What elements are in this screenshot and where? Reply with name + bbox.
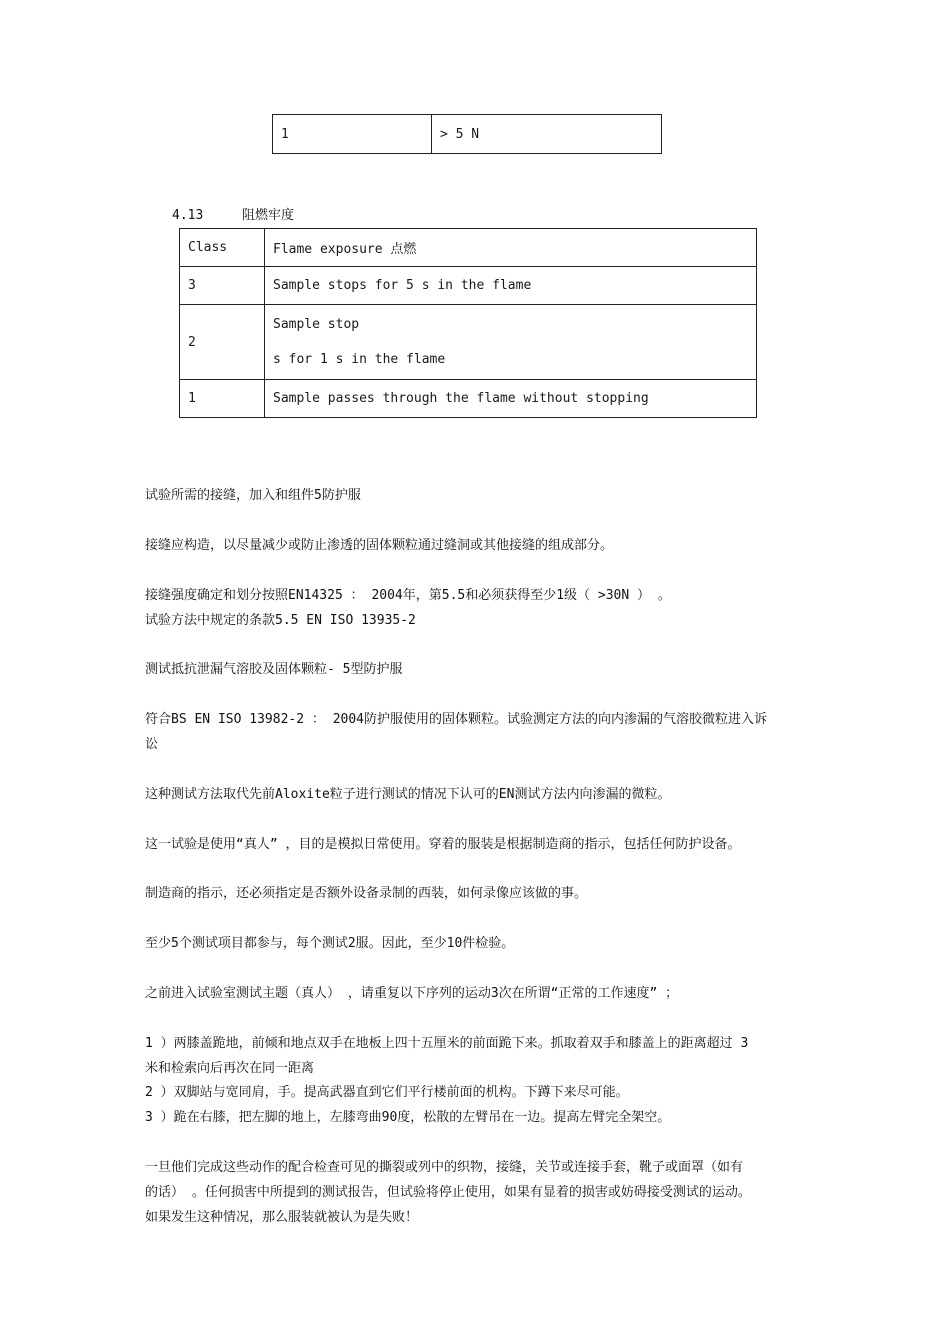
table-row: [180, 305, 757, 380]
exposure-cell: Sample stops for 5 s in the flame: [265, 267, 757, 305]
list-item: 1 ）两膝盖跪地，前倾和地点双手在地板上四十五厘米的前面跪下来。抓取着双手和膝盖上的距离超过 3: [145, 1036, 749, 1051]
paragraph: 如果发生这种情况，那么服装就被认为是失败！: [145, 1210, 419, 1225]
class-cell: 1: [180, 380, 265, 418]
class-cell: 3: [180, 267, 265, 305]
header-class: Class: [180, 229, 265, 267]
paragraph: 之前进入试验室测试主题（真人） ，请重复以下序列的运动3次在所谓“正常的工作速度” ；: [145, 986, 679, 1001]
seam-strength-table: [272, 114, 662, 154]
section-number: 4.13: [172, 208, 204, 223]
table-row: [180, 267, 757, 305]
table-row: [273, 115, 662, 154]
paragraph: 符合BS EN ISO 13982-2 ： 2004防护服使用的固体颗粒。试验测定方法的向内渗漏的气溶胶微粒进入诉: [145, 712, 768, 727]
table-header-row: [180, 229, 757, 267]
paragraph: 试验方法中规定的条款5.5 EN ISO 13935-2: [145, 613, 416, 628]
table-row: [180, 380, 757, 418]
exposure-cell: [265, 305, 757, 380]
paragraph: 制造商的指示，还必须指定是否额外设备录制的西装，如何录像应该做的事。: [145, 886, 588, 901]
list-item: 2 ）双脚站与宽同肩，手。提高武器直到它们平行楼前面的机构。下蹲下来尽可能。: [145, 1085, 629, 1100]
paragraph: 一旦他们完成这些动作的配合检查可见的撕裂或列中的织物，接缝，关节或连接手套，靴子或面罩（如有: [145, 1160, 744, 1175]
exposure-cell: Sample passes through the flame without stopping: [265, 380, 757, 418]
paragraph: 讼: [145, 737, 159, 752]
paragraph: 试验所需的接缝，加入和组件5防护服: [145, 488, 361, 503]
paragraph: 这一试验是使用“真人” ，目的是模拟日常使用。穿着的服装是根据制造商的指示，包括任何防护设备。: [145, 837, 741, 852]
header-exposure: Flame exposure 点燃: [265, 229, 757, 267]
class-cell: 1: [273, 115, 432, 154]
paragraph: 至少5个测试项目都参与，每个测试2服。因此，至少10件检验。: [145, 936, 515, 951]
paragraph: 测试抵抗泄漏气溶胶及固体颗粒- 5型防护服: [145, 662, 403, 677]
list-item: 3 ）跪在右膝，把左脚的地上，左膝弯曲90度，松散的左臂吊在一边。提高左臂完全架空。: [145, 1110, 671, 1125]
class-cell: 2: [180, 305, 265, 380]
section-heading: [172, 204, 294, 223]
exposure-line: Sample stop: [273, 317, 360, 332]
paragraph: 接缝强度确定和划分按照EN14325 ： 2004年，第5.5和必须获得至少1级（ >30N ） 。: [145, 588, 671, 603]
section-title: 阻燃牢度: [242, 208, 295, 223]
paragraph: 的话） 。任何损害中所提到的测试报告，但试验将停止使用，如果有显着的损害或妨碍接受测试的运动。: [145, 1185, 751, 1200]
paragraph: 这种测试方法取代先前Aloxite粒子进行测试的情况下认可的EN测试方法内向渗漏的微粒。: [145, 787, 671, 802]
exposure-line: s for 1 s in the flame: [273, 352, 446, 367]
paragraph: 接缝应构造，以尽量减少或防止渗透的固体颗粒通过缝洞或其他接缝的组成部分。: [145, 538, 614, 553]
list-item: 米和检索向后再次在同一距离: [145, 1061, 315, 1076]
flame-resistance-table: [179, 228, 757, 418]
value-cell: > 5 N: [432, 115, 662, 154]
